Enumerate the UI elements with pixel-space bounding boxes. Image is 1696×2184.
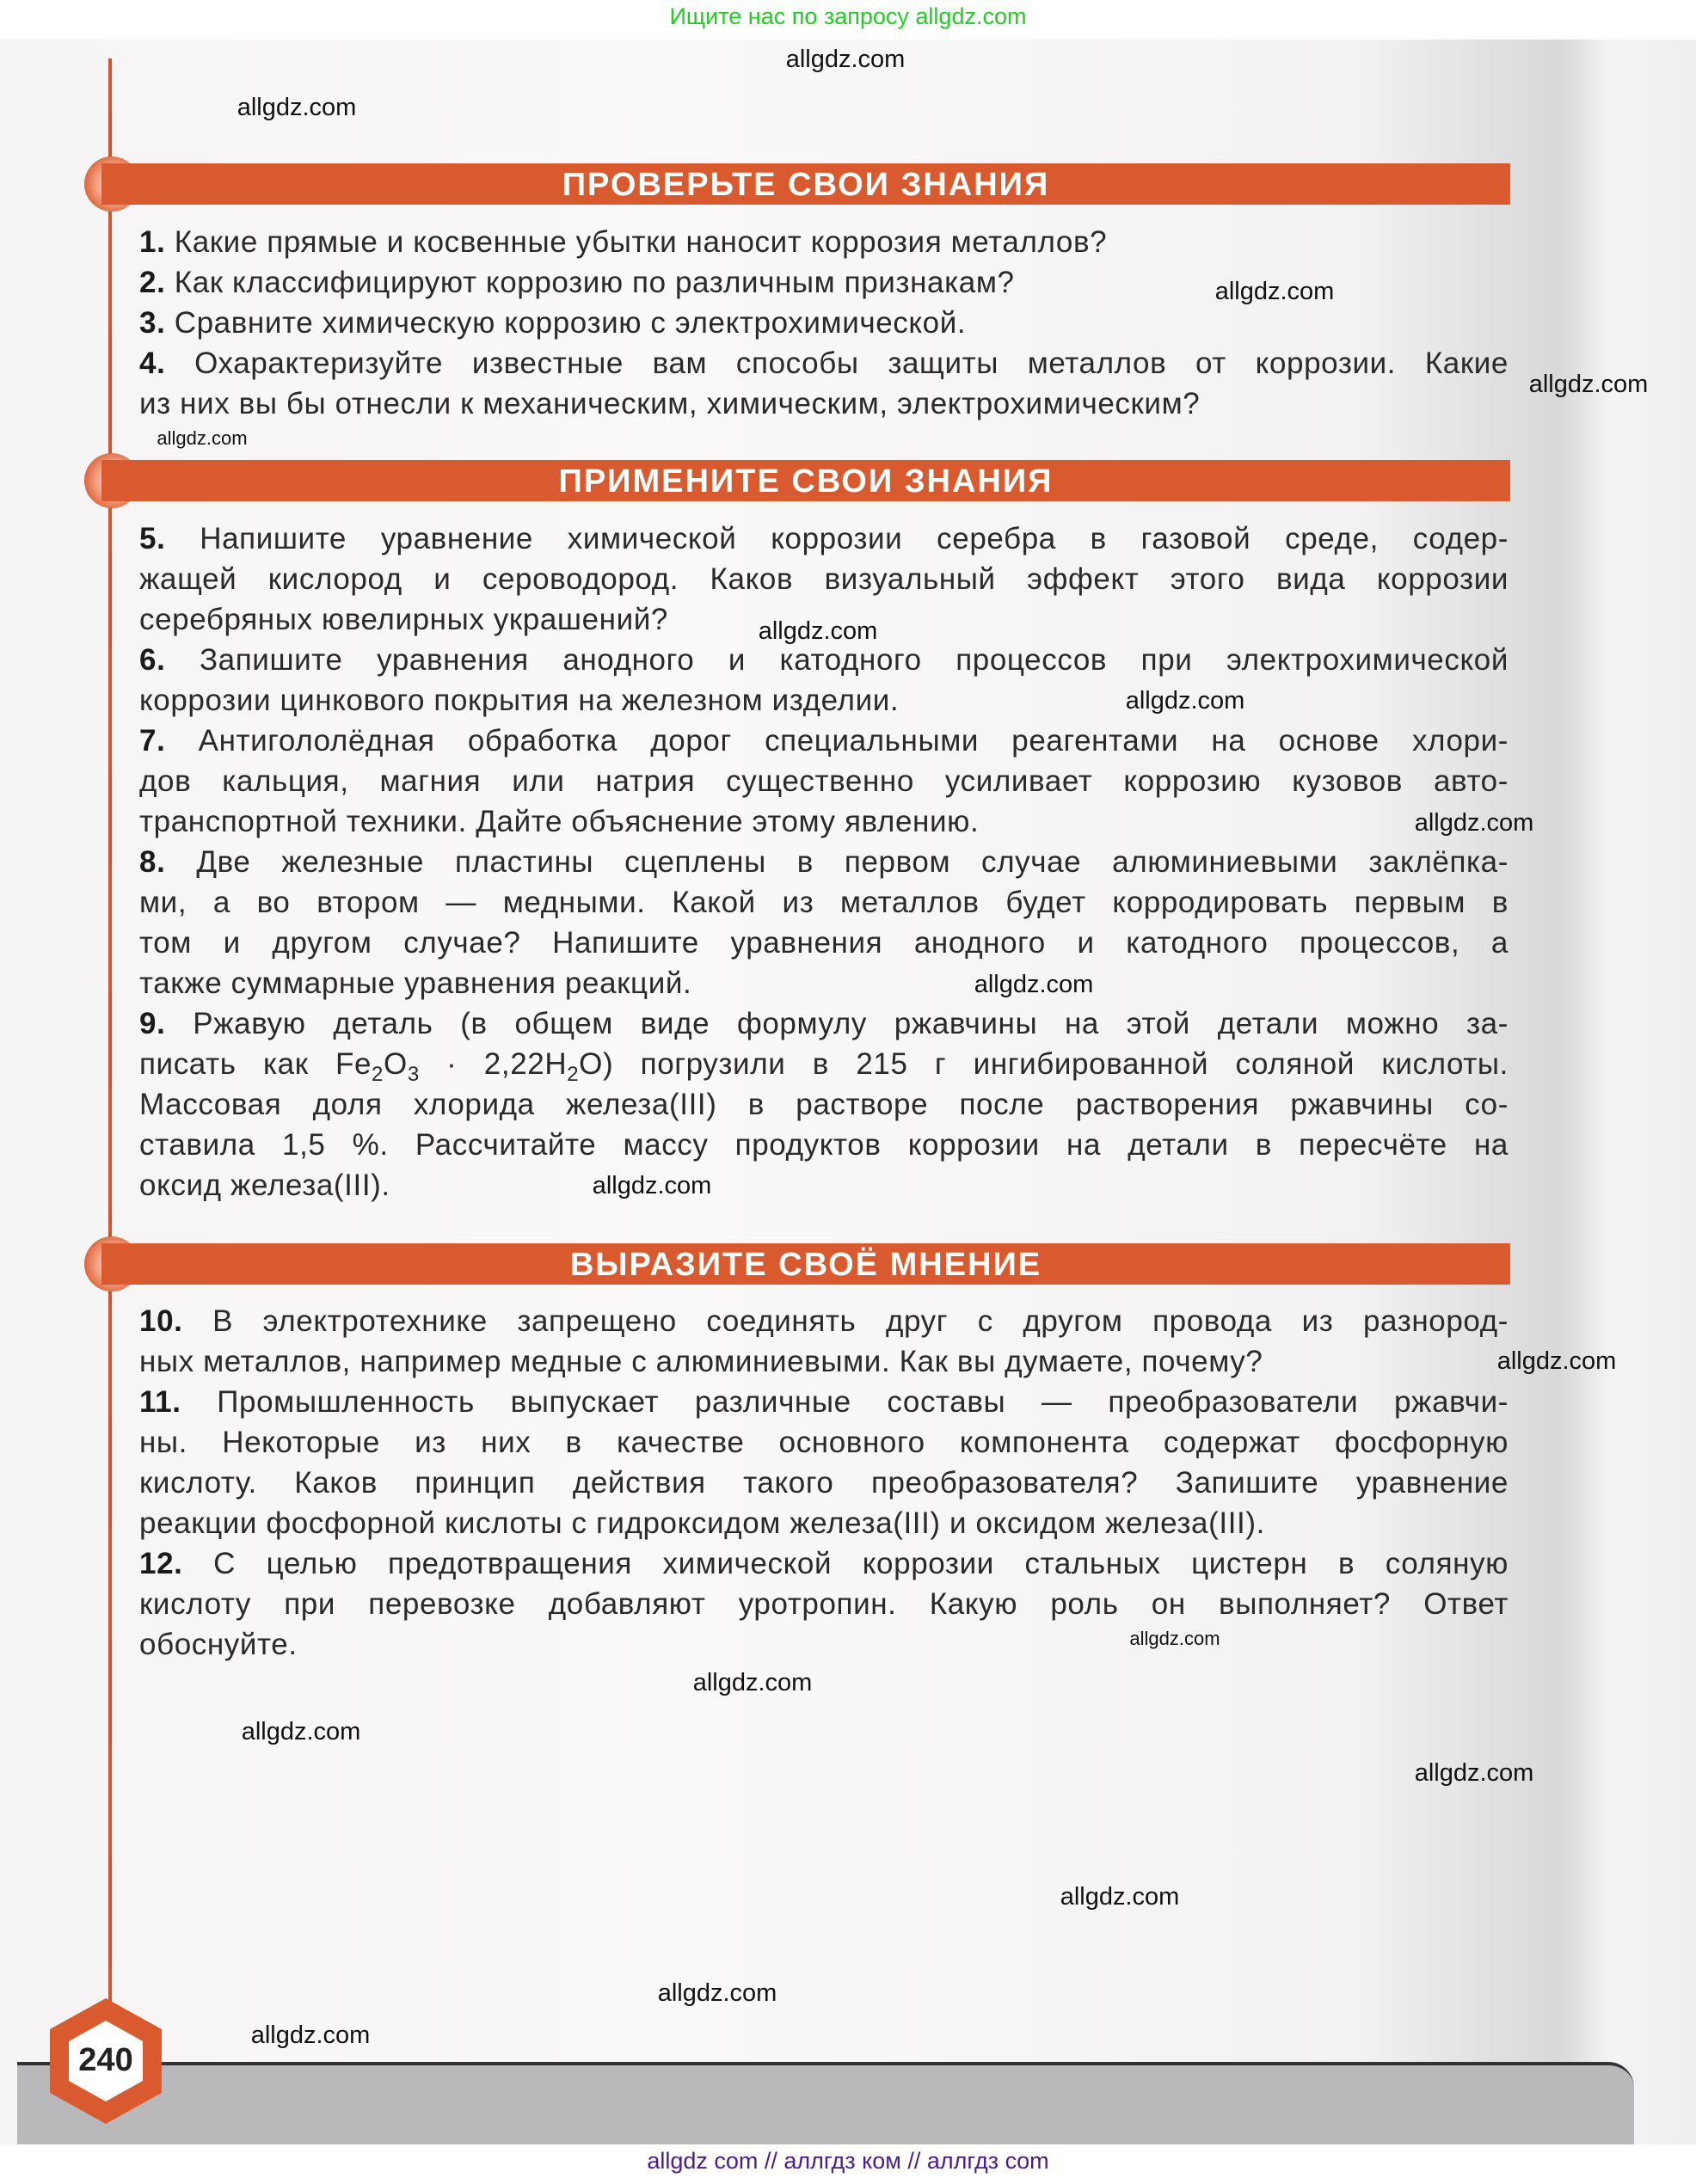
watermark: allgdz.com	[785, 46, 906, 73]
formula-subscript: 2	[567, 1063, 580, 1086]
question-number: 12.	[139, 1547, 183, 1580]
question-line	[139, 1543, 1509, 1584]
question-line	[139, 262, 1015, 303]
question-text: том и другом случае? Напишите уравнения анодного и катодного процессов, а	[139, 926, 1509, 960]
question-text: O	[384, 1047, 408, 1081]
watermark: allgdz.com	[237, 94, 357, 121]
question-text: коррозии цинкового покрытия на железном изделии.	[139, 684, 900, 717]
question-text: Антигололёдная обработка дорог специальными реагентами на основе хлори-	[198, 724, 1509, 758]
watermark: allgdz.com	[157, 427, 248, 449]
question-line	[139, 1463, 1509, 1503]
question-line	[139, 1003, 1509, 1044]
watermark: allgdz.com	[250, 2021, 371, 2049]
question-text: Массовая доля хлорида железа(III) в растворе после растворения ржавчины со-	[139, 1088, 1509, 1121]
question-item	[139, 222, 1509, 262]
question-text: Какие прямые и косвенные убытки наносит коррозия металлов?	[174, 225, 1108, 259]
question-line	[139, 1624, 298, 1665]
watermark: allgdz.com	[1125, 687, 1245, 715]
question-line	[139, 1503, 1265, 1543]
question-line	[139, 1584, 1509, 1624]
watermark: allgdz.com	[1060, 1883, 1180, 1911]
question-text: В электротехнике запрещено соединять друг с другом провода из разнород-	[212, 1304, 1509, 1338]
section-title: ВЫРАЗИТЕ СВОЁ МНЕНИЕ	[569, 1247, 1042, 1283]
question-text: также суммарные уравнения реакций.	[139, 966, 692, 1000]
margin-line	[108, 58, 112, 2010]
question-number: 6.	[139, 643, 166, 677]
watermark: allgdz.com	[1214, 278, 1335, 305]
question-text: ных металлов, например медные с алюминиевыми. Как вы думаете, почему?	[139, 1345, 1263, 1378]
watermark: allgdz.com	[1496, 1347, 1617, 1375]
question-line	[139, 1125, 1509, 1165]
question-item	[139, 1301, 1509, 1382]
question-number: 2.	[139, 266, 166, 299]
question-text: ставила 1,5 %. Рассчитайте массу продуктов коррозии на детали в пересчёте на	[139, 1128, 1509, 1162]
question-number: 4.	[139, 347, 166, 380]
question-text: реакции фосфорной кислоты с гидроксидом железа(III) и оксидом железа(III).	[139, 1506, 1265, 1540]
question-text: кислоту при перевозке добавляют уротропин. Какую роль он выполняет? Ответ	[139, 1587, 1509, 1621]
question-text: Сравните химическую коррозию с электрохимической.	[174, 306, 967, 340]
question-number: 8.	[139, 845, 166, 879]
question-line	[139, 303, 966, 343]
question-item	[139, 303, 1509, 343]
question-line	[139, 343, 1509, 383]
question-list	[139, 222, 1509, 424]
question-line	[139, 1084, 1509, 1125]
question-line	[139, 801, 979, 842]
question-number: 1.	[139, 225, 166, 259]
question-number: 10.	[139, 1304, 183, 1338]
question-text: Две железные пластины сцеплены в первом случае алюминиевыми заклёпка-	[196, 845, 1509, 879]
question-number: 11.	[139, 1385, 181, 1419]
question-list	[139, 1301, 1509, 1665]
section-banner-check	[101, 163, 1510, 205]
question-line	[139, 222, 1107, 262]
page-number: 240	[78, 2042, 133, 2078]
question-line	[139, 1382, 1509, 1422]
section-title: ПРОВЕРЬТЕ СВОИ ЗНАНИЯ	[562, 167, 1050, 203]
question-number: 7.	[139, 724, 166, 758]
question-number: 5.	[139, 522, 166, 555]
question-line	[139, 599, 668, 640]
question-item	[139, 1543, 1509, 1665]
question-text: С целью предотвращения химической коррозии стальных цистерн в соляную	[213, 1547, 1509, 1580]
section-banner-apply	[101, 460, 1510, 501]
question-line	[139, 518, 1509, 559]
question-line	[139, 383, 1200, 424]
watermark: allgdz.com	[241, 1718, 361, 1745]
question-text: ми, а во втором — медными. Какой из металлов будет корродировать первым в	[139, 886, 1509, 919]
formula-subscript: 2	[372, 1063, 384, 1086]
question-text: Ржавую деталь (в общем виде формулу ржавчины на этой детали можно за-	[193, 1007, 1509, 1040]
question-text: транспортной техники. Дайте объяснение этому явлению.	[139, 805, 980, 838]
question-line	[139, 559, 1509, 599]
question-text: писать как Fe	[139, 1047, 372, 1081]
question-text: Запишите уравнения анодного и катодного процессов при электрохимической	[199, 643, 1509, 677]
section-title: ПРИМЕНИТЕ СВОИ ЗНАНИЯ	[558, 463, 1054, 500]
top-search-note: Ищите нас по запросу allgdz.com	[669, 3, 1027, 29]
question-text: ны. Некоторые из них в качестве основного компонента содержат фосфорную	[139, 1426, 1509, 1459]
question-text: Промышленность выпускает различные составы — преобразователи ржавчи-	[217, 1385, 1509, 1419]
watermark: allgdz.com	[657, 1979, 777, 2007]
question-text: Напишите уравнение химической коррозии серебра в газовой среде, содер-	[200, 522, 1509, 555]
question-text: серебряных ювелирных украшений?	[139, 603, 668, 636]
watermark: allgdz.com	[1528, 371, 1649, 398]
watermark: allgdz.com	[1414, 809, 1534, 837]
question-line	[139, 1422, 1509, 1463]
question-line	[139, 1044, 1509, 1084]
watermark: allgdz.com	[592, 1172, 712, 1199]
question-text: из них вы бы отнесли к механическим, химическим, электрохимическим?	[139, 387, 1201, 420]
question-item	[139, 343, 1509, 424]
question-item	[139, 640, 1509, 721]
page-bottom-strip	[17, 2062, 1634, 2144]
formula-subscript: 3	[407, 1063, 420, 1086]
question-item	[139, 1382, 1509, 1543]
question-item	[139, 1003, 1509, 1205]
question-line	[139, 963, 691, 1003]
question-text: · 2,22H	[419, 1047, 568, 1081]
watermark: allgdz.com	[974, 971, 1094, 998]
question-text: Охарактеризуйте известные вам способы защиты металлов от коррозии. Какие	[194, 347, 1509, 380]
question-text: O) погрузили в 215 г ингибированной соляной кислоты.	[579, 1047, 1509, 1081]
question-text: дов кальция, магния или натрия существенно усиливает коррозию кузовов авто-	[139, 764, 1509, 798]
question-line	[139, 1165, 390, 1205]
question-line	[139, 640, 1509, 680]
question-number: 9.	[139, 1007, 166, 1040]
question-text: кислоту. Каков принцип действия такого преобразователя? Запишите уравнение	[139, 1466, 1509, 1500]
question-text: оксид железа(III).	[139, 1169, 390, 1202]
question-line	[139, 842, 1509, 882]
watermark: allgdz.com	[692, 1669, 813, 1696]
section-banner-opinion	[101, 1243, 1510, 1285]
question-line	[139, 1341, 1263, 1382]
question-text: Как классифицируют коррозию по различным признакам?	[174, 266, 1015, 299]
question-number: 3.	[139, 306, 166, 340]
question-line	[139, 882, 1509, 923]
question-text: жащей кислород и сероводород. Каков визуальный эффект этого вида коррозии	[139, 562, 1509, 596]
question-line	[139, 923, 1509, 963]
question-line	[139, 680, 899, 721]
question-item	[139, 721, 1509, 842]
question-text: обоснуйте.	[139, 1628, 298, 1661]
question-item	[139, 842, 1509, 1003]
bottom-site-note: allgdz com // аллгдз ком // аллгдз com	[647, 2148, 1049, 2174]
watermark: allgdz.com	[1129, 1628, 1220, 1649]
question-line	[139, 1301, 1509, 1341]
question-line	[139, 761, 1509, 801]
watermark: allgdz.com	[758, 617, 878, 645]
watermark: allgdz.com	[1414, 1759, 1534, 1787]
question-line	[139, 721, 1509, 761]
